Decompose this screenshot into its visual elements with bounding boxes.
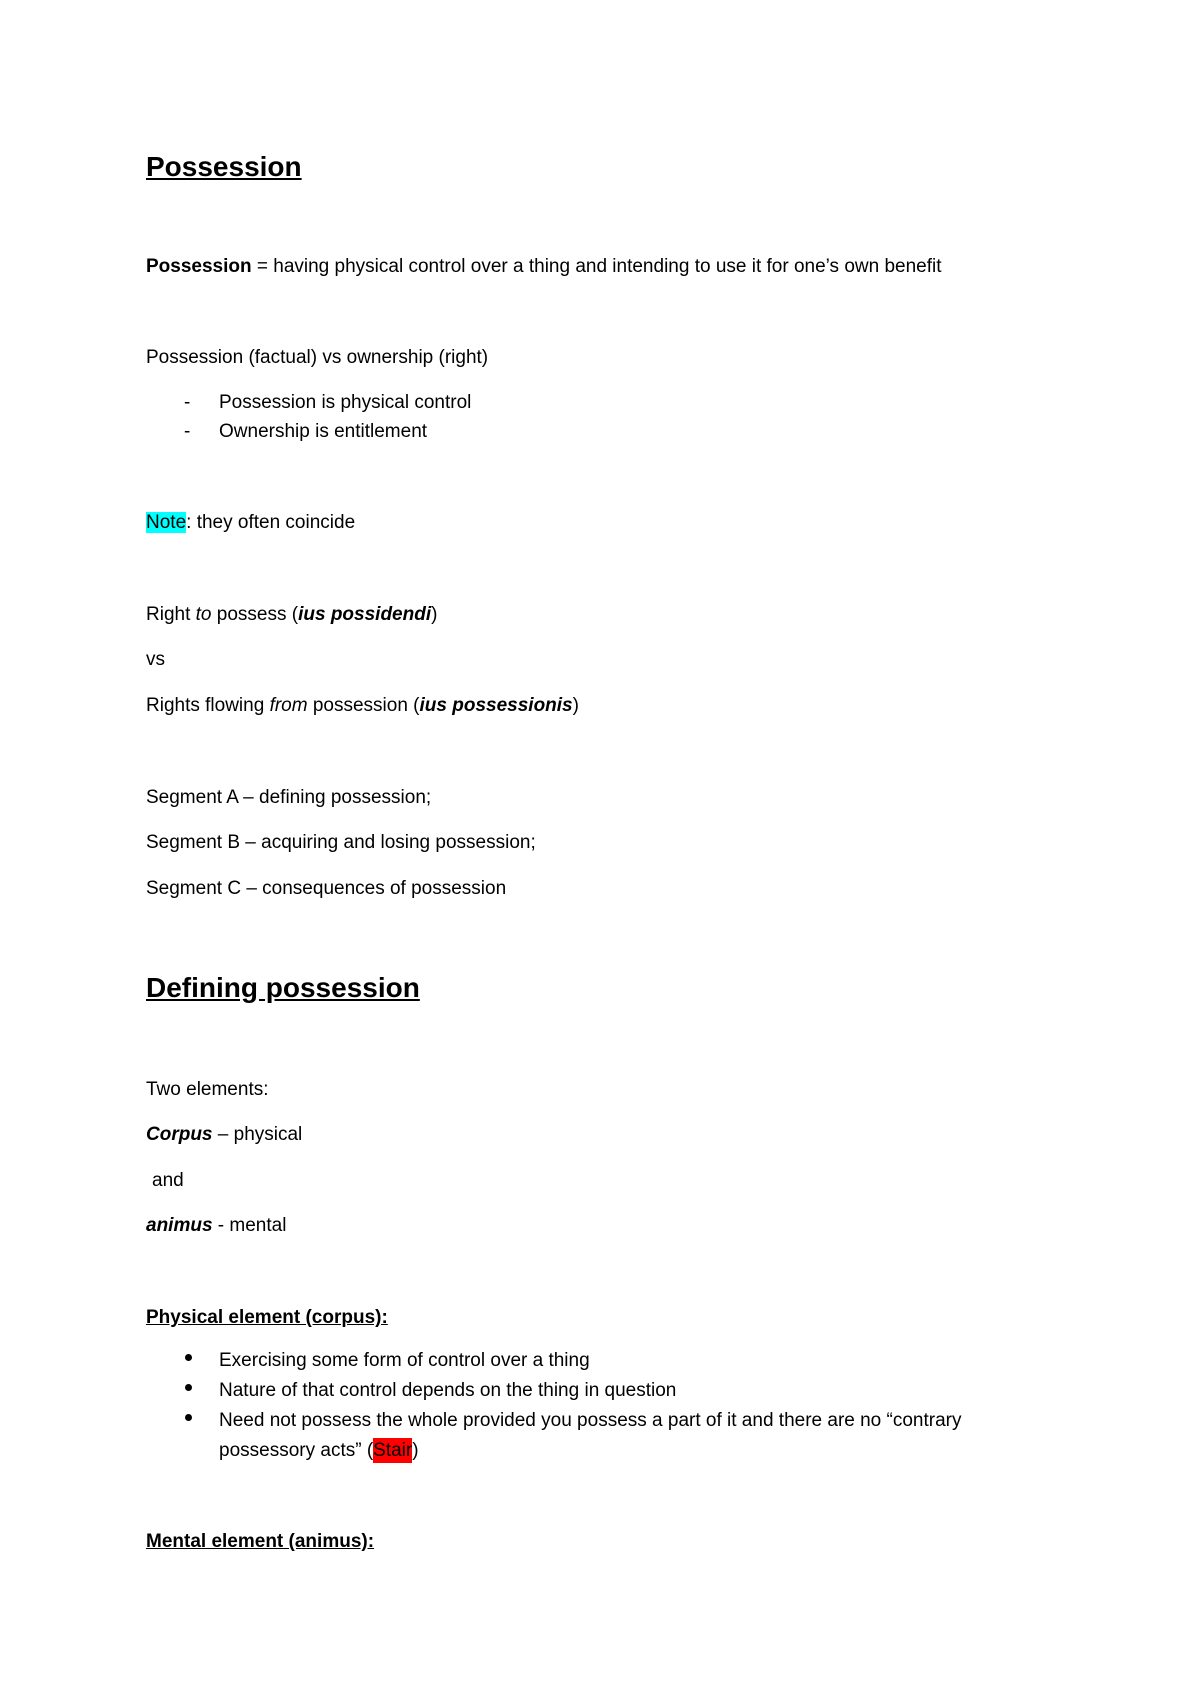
text-run: Right <box>146 604 196 625</box>
segment-line: Segment C – consequences of possession <box>146 878 507 899</box>
note-text: : they often coincide <box>186 512 356 533</box>
note-line <box>146 511 355 535</box>
bullet-icon <box>185 1354 192 1361</box>
text-run: ) <box>412 1440 419 1461</box>
definition-term: Possession <box>146 256 252 277</box>
animus-term: animus <box>146 1215 213 1236</box>
text-run: ) <box>572 695 579 716</box>
physical-bullet-continuation <box>219 1439 419 1463</box>
mental-heading: Mental element (animus): <box>146 1531 375 1552</box>
animus-text: - mental <box>212 1215 287 1236</box>
physical-bullet: Exercising some form of control over a thing <box>219 1350 590 1371</box>
latin-term: ius possidendi <box>298 604 432 625</box>
bullet-icon <box>185 1384 192 1391</box>
segment-line: Segment B – acquiring and losing possession; <box>146 832 536 853</box>
text-run: Rights flowing <box>146 695 270 716</box>
rights-line-1 <box>146 603 437 627</box>
physical-bullet: Need not possess the whole provided you possess a part of it and there are no “contrary <box>219 1410 962 1431</box>
text-run: possess ( <box>211 604 299 625</box>
corpus-line <box>146 1123 302 1147</box>
animus-line <box>146 1214 286 1238</box>
text-run: possessory acts” ( <box>219 1440 374 1461</box>
text-run: to <box>195 604 212 625</box>
dash-marker: - <box>184 421 191 442</box>
corpus-text: – physical <box>212 1124 303 1145</box>
dash-marker: - <box>184 392 191 413</box>
physical-bullet: Nature of that control depends on the thing in question <box>219 1380 677 1401</box>
rights-line-2 <box>146 694 579 718</box>
physical-heading: Physical element (corpus): <box>146 1307 388 1328</box>
contrast-heading: Possession (factual) vs ownership (right) <box>146 347 489 368</box>
text-run: from <box>269 695 308 716</box>
latin-term: ius possessionis <box>419 695 573 716</box>
segment-line: Segment A – defining possession; <box>146 787 432 808</box>
definition-text: = having physical control over a thing and intending to use it for one’s own benefit <box>251 256 942 277</box>
and-line: and <box>152 1170 184 1191</box>
page-title: Possession <box>146 151 302 182</box>
citation-stair: Stair <box>373 1440 413 1461</box>
note-label: Note <box>146 512 187 533</box>
rights-vs: vs <box>146 649 165 670</box>
text-run: possession ( <box>307 695 420 716</box>
bullet-icon <box>185 1414 192 1421</box>
elements-intro: Two elements: <box>146 1079 269 1100</box>
definition-line <box>146 255 942 279</box>
text-run: ) <box>431 604 438 625</box>
corpus-term: Corpus <box>146 1124 213 1145</box>
contrast-item: Ownership is entitlement <box>219 421 428 442</box>
contrast-item: Possession is physical control <box>219 392 472 413</box>
section-title: Defining possession <box>146 972 420 1003</box>
